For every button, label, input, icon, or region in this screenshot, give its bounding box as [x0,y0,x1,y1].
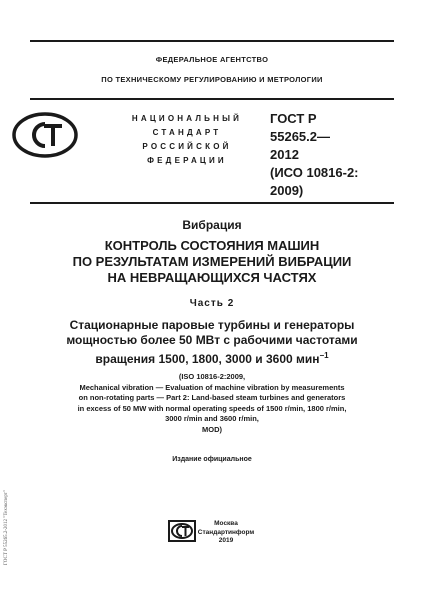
gost-line-3: 2012 [270,147,299,162]
side-note: ГОСТ Р 55265.2-2012 "Техэксперт" [4,490,9,565]
standartinform-logo-icon [168,520,196,542]
part-label: Часть 2 [189,298,235,309]
national-line-3: РОССИЙСКОЙ [142,142,232,151]
national-line-1: НАЦИОНАЛЬНЫЙ [131,114,243,123]
gost-line-1: ГОСТ Р [270,111,317,126]
national-standard-label [112,112,262,168]
iso-line-5: 3000 r/min and 3600 r/min, [165,414,259,423]
official-edition: Издание официальное [172,456,252,463]
subtitle-line-3 [0,348,424,367]
publisher-name: Стандартинформ [197,528,255,536]
main-title [0,238,424,286]
gost-line-2: 55265.2— [270,129,330,144]
iso-line-2: Mechanical vibration — Evaluation of machine vibration by measurements [79,382,345,392]
subtitle-line-2: мощностью более 50 МВт с рабочими частотами [66,333,358,347]
top-rule [30,40,394,42]
iso-line-3: on non-rotating parts — Part 2: Land-based steam turbines and generators [78,393,346,402]
publisher-year: 2019 [218,537,234,544]
subtitle-line-3-text: вращения 1500, 1800, 3000 и 3600 мин [95,352,320,366]
agency-line-1: ФЕДЕРАЛЬНОЕ АГЕНТСТВО [155,55,269,64]
subtitle-superscript: −1 [319,351,329,360]
national-line-4: ФЕДЕРАЦИИ [147,156,227,165]
publisher-info [196,520,256,546]
gost-line-5: 2009) [270,183,304,198]
gost-designation [270,110,410,200]
iso-line-1: (ISO 10816-2:2009, [178,372,246,381]
subject-heading: Вибрация [182,218,242,232]
gost-line-4: (ИСО 10816-2: [270,165,359,180]
header-rule [30,98,394,100]
main-title-line-1: КОНТРОЛЬ СОСТОЯНИЯ МАШИН [104,238,320,253]
agency-line-2: ПО ТЕХНИЧЕСКОМУ РЕГУЛИРОВАНИЮ И МЕТРОЛОГИИ [101,75,323,84]
iso-line-4: in excess of 50 MW with normal operating speeds of 1500 r/min, 1800 r/min, [77,403,347,413]
subtitle-line-1: Стационарные паровые турбины и генераторы [69,318,355,332]
iso-line-6: MOD) [202,424,222,434]
publisher-city: Москва [214,520,238,527]
subtitle [0,318,424,367]
national-line-2: СТАНДАРТ [152,128,222,137]
main-title-line-3: НА НЕВРАЩАЮЩИХСЯ ЧАСТЯХ [107,270,317,285]
standard-rule [30,202,394,204]
iso-reference [0,372,424,435]
main-title-line-2: ПО РЕЗУЛЬТАТАМ ИЗМЕРЕНИЙ ВИБРАЦИИ [72,254,352,269]
gost-r-logo-icon [12,112,78,158]
